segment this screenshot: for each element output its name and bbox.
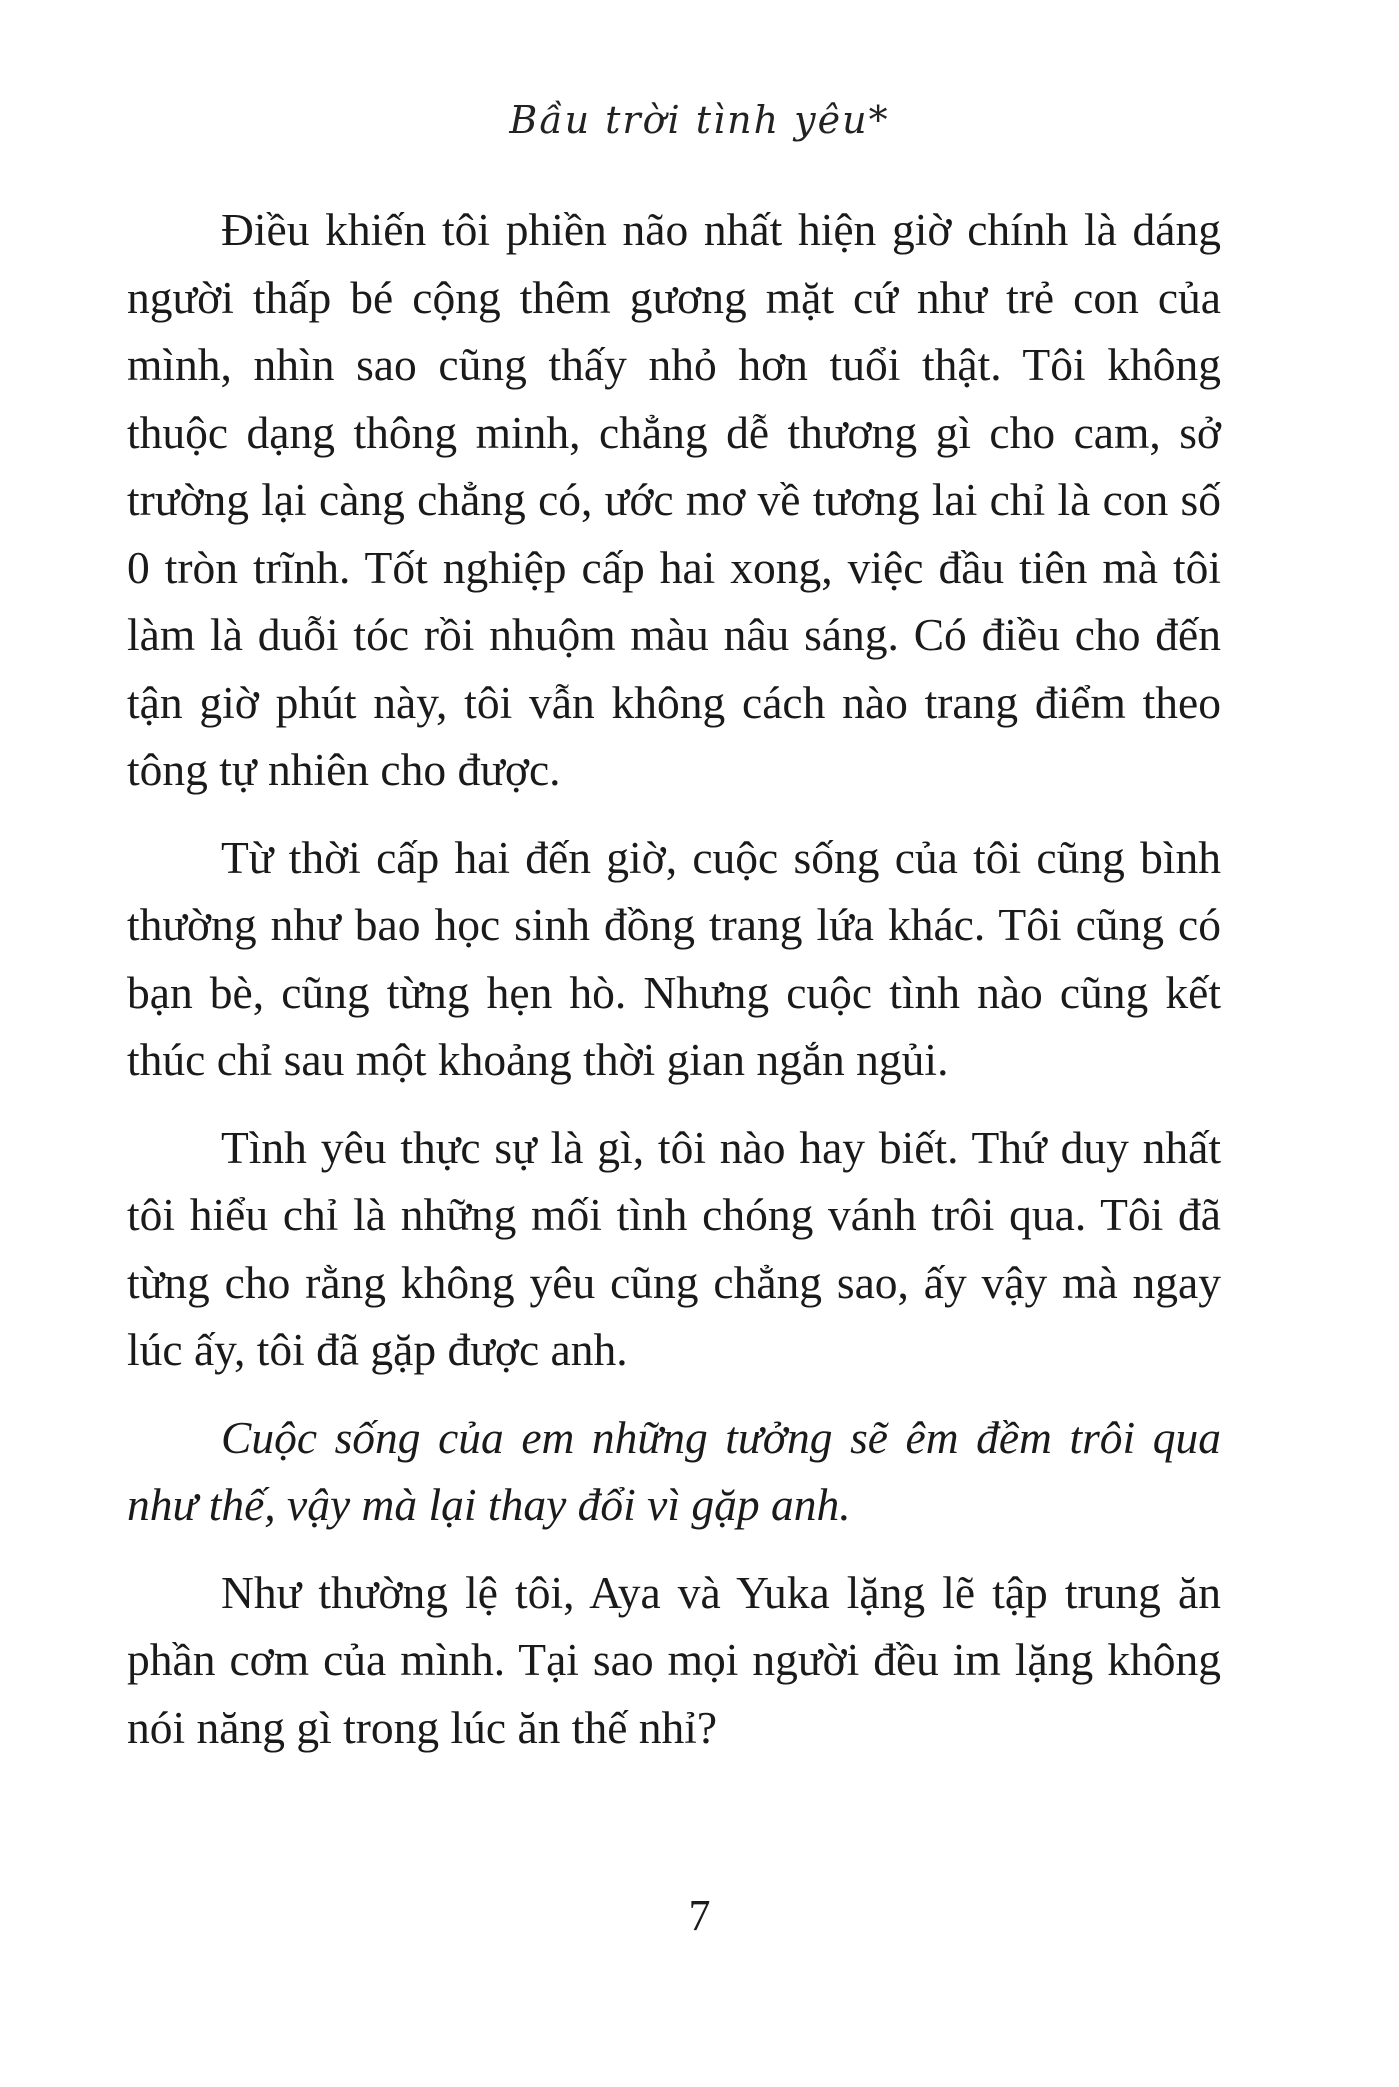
page-number: 7 [688, 1891, 711, 1940]
paragraph-5: Như thường lệ tôi, Aya và Yuka lặng lẽ tập trung ăn phần cơm của mình. Tại sao mọi người đều im lặng không nói năng gì trong lúc ăn thế nhỉ? [127, 1566, 1221, 1753]
body-text [127, 196, 1221, 1781]
paragraph-4-italic: Cuộc sống của em những tưởng sẽ êm đềm trôi qua như thế, vậy mà lại thay đổi vì gặp anh. [127, 1411, 1221, 1530]
running-header-title: Bầu trời tình yêu* [509, 98, 890, 142]
paragraph-1: Điều khiến tôi phiền não nhất hiện giờ chính là dáng người thấp bé cộng thêm gương mặt cứ như trẻ con của mình, nhìn sao cũng thấy nhỏ hơn tuổi thật. Tôi không thuộc dạng thông minh, chẳng dễ thương gì cho cam, sở trường lại càng chẳng có, ước mơ về tương lai chỉ là con số 0 tròn trĩnh. Tốt nghiệp cấp hai xong, việc đầu tiên mà tôi làm là duỗi tóc rồi nhuộm màu nâu sáng. Có điều cho đến tận giờ phút này, tôi vẫn không cách nào trang điểm theo tông tự nhiên cho được. [127, 204, 1221, 795]
paragraph-3: Tình yêu thực sự là gì, tôi nào hay biết. Thứ duy nhất tôi hiểu chỉ là những mối tình chóng vánh trôi qua. Tôi đã từng cho rằng không yêu cũng chẳng sao, ấy vậy mà ngay lúc ấy, tôi đã gặp được anh. [127, 1121, 1221, 1375]
paragraph-2: Từ thời cấp hai đến giờ, cuộc sống của tôi cũng bình thường như bao học sinh đồng trang lứa khác. Tôi cũng có bạn bè, cũng từng hẹn hò. Nhưng cuộc tình nào cũng kết thúc chỉ sau một khoảng thời gian ngắn ngủi. [127, 831, 1221, 1085]
